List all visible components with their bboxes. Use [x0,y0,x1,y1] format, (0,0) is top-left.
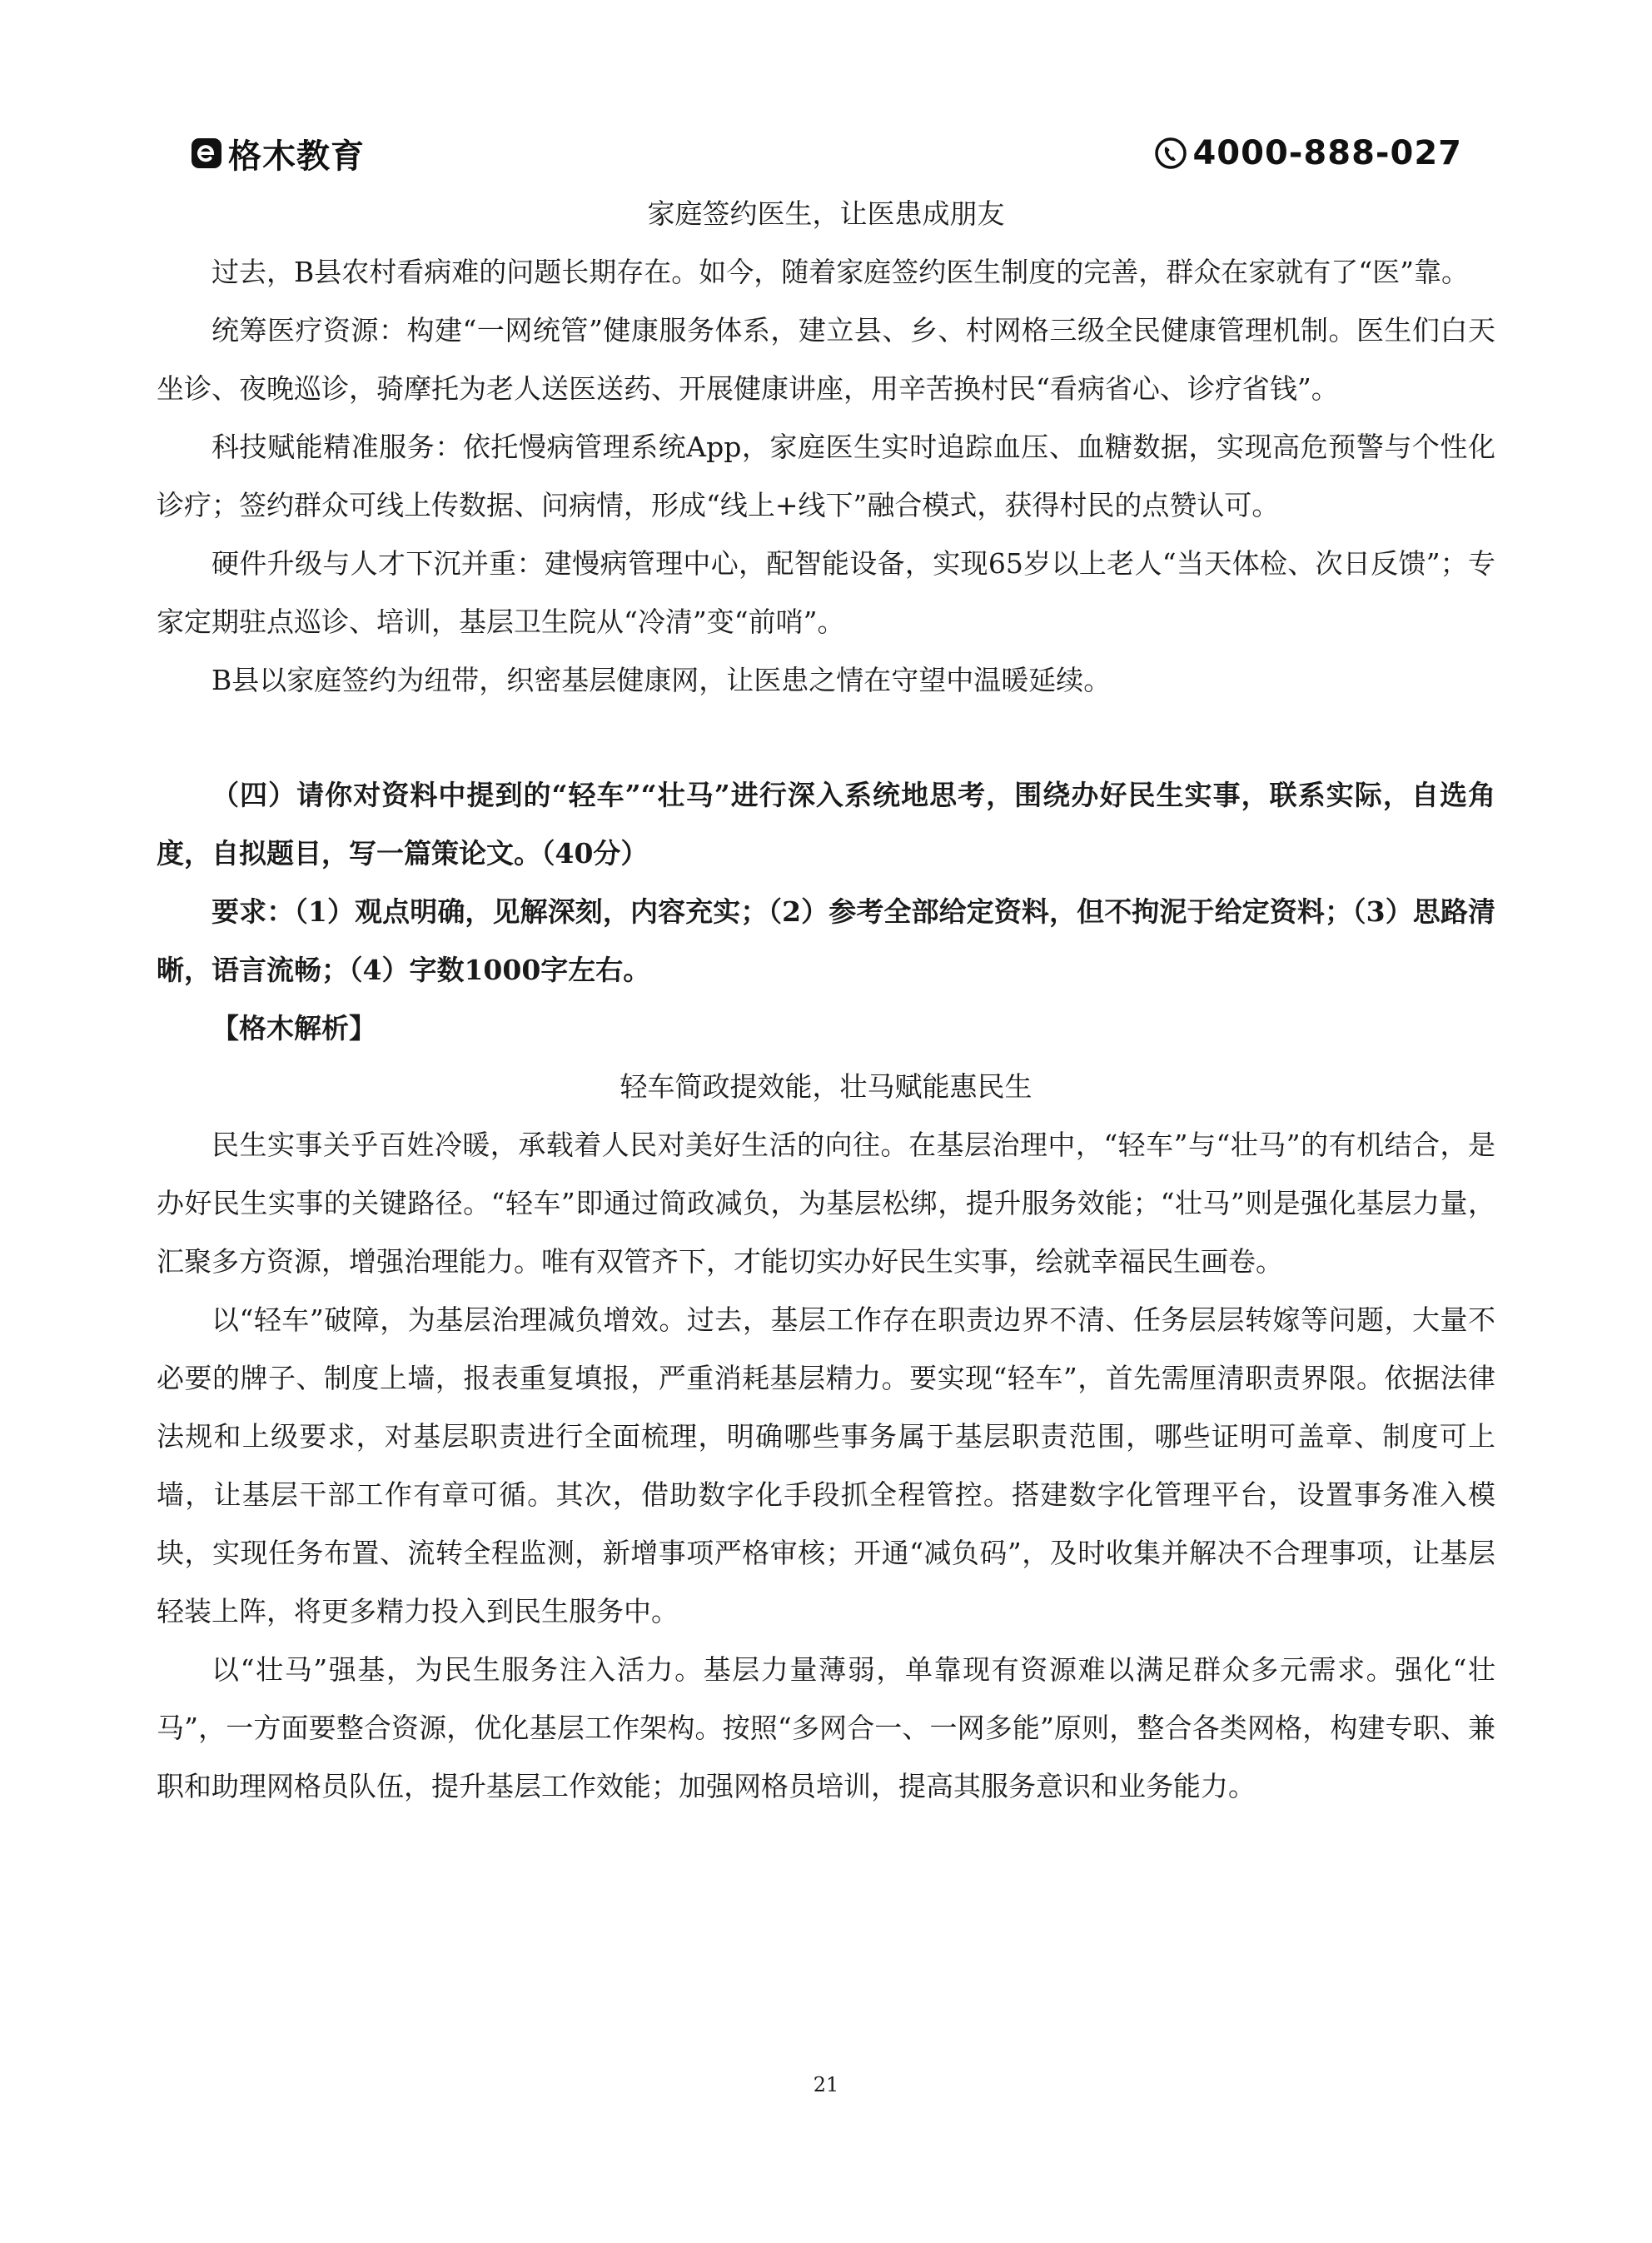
analysis-label: 【格木解析】 [211,1012,376,1044]
body-paragraph: 统筹医疗资源：构建“一网统管”健康服务体系，建立县、乡、村网格三级全民健康管理机制。医生们白天坐诊、夜晚巡诊，骑摩托为老人送医送药、开展健康讲座，用辛苦换村民“看病省心、诊疗省钱”。 [157,314,1495,405]
section-spacer [157,710,1495,766]
brand-logo [190,130,365,177]
question-requirements: 要求：（1）观点明确，见解深刻，内容充实；（2）参考全部给定资料，但不拘泥于给定资料；（3）思路清晰，语言流畅；（4）字数1000字左右。 [157,895,1495,986]
phone-number: 4000-888-027 [1192,134,1462,172]
essay-title: 轻车简政提效能，壮马赋能惠民生 [620,1070,1032,1103]
body-paragraph: 科技赋能精准服务：依托慢病管理系统App，家庭医生实时追踪血压、血糖数据，实现高危预警与个性化诊疗；签约群众可线上传数据、问病情，形成“线上+线下”融合模式，获得村民的点赞认可。 [157,431,1495,521]
phone-contact [1154,130,1462,177]
section-title: 家庭签约医生，让医患成朋友 [647,197,1005,230]
logo-text: 格木教育 [228,137,365,176]
essay-paragraph: 民生实事关乎百姓冷暖，承载着人民对美好生活的向往。在基层治理中，“轻车”与“壮马”的有机结合，是办好民生实事的关键路径。“轻车”即通过简政减负，为基层松绑，提升服务效能；“壮马”则是强化基层力量，汇聚多方资源，增强治理能力。唯有双管齐下，才能切实办好民生实事，绘就幸福民生画卷。 [157,1129,1495,1278]
body-paragraph: 过去，B县农村看病难的问题长期存在。如今，随着家庭签约医生制度的完善，群众在家就有了“医”靠。 [211,256,1469,288]
page-number: 21 [813,2073,839,2096]
essay-paragraph: 以“轻车”破障，为基层治理减负增效。过去，基层工作存在职责边界不清、任务层层转嫁等问题，大量不必要的牌子、制度上墙，报表重复填报，严重消耗基层精力。要实现“轻车”，首先需厘清职责界限。依据法律法规和上级要求，对基层职责进行全面梳理，明确哪些事务属于基层职责范围，哪些证明可盖章、制度可上墙，让基层干部工作有章可循。其次，借助数字化手段抓全程管控。搭建数字化管理平台，设置事务准入模块，实现任务布置、流转全程监测，新增事项严格审核；开通“减负码”，及时收集并解决不合理事项，让基层轻装上阵，将更多精力投入到民生服务中。 [157,1303,1495,1627]
body-paragraph: 硬件升级与人才下沉并重：建慢病管理中心，配智能设备，实现65岁以上老人“当天体检、次日反馈”；专家定期驻点巡诊、培训，基层卫生院从“冷清”变“前哨”。 [157,547,1495,638]
essay-paragraph: 以“壮马”强基，为民生服务注入活力。基层力量薄弱，单靠现有资源难以满足群众多元需求。强化“壮马”，一方面要整合资源，优化基层工作架构。按照“多网合一、一网多能”原则，整合各类网格，构建专职、兼职和助理网格员队伍，提升基层工作效能；加强网格员培训，提高其服务意识和业务能力。 [157,1653,1495,1802]
body-paragraph: B县以家庭签约为纽带，织密基层健康网，让医患之情在守望中温暖延续。 [211,664,1112,696]
phone-icon [1154,137,1187,170]
question-prompt: （四）请你对资料中提到的“轻车”“壮马”进行深入系统地思考，围绕办好民生实事，联系实际，自选角度，自拟题目，写一篇策论文。（40分） [157,779,1495,870]
page-header [0,125,1652,183]
page-content [157,185,1495,1816]
logo-icon [190,137,223,170]
